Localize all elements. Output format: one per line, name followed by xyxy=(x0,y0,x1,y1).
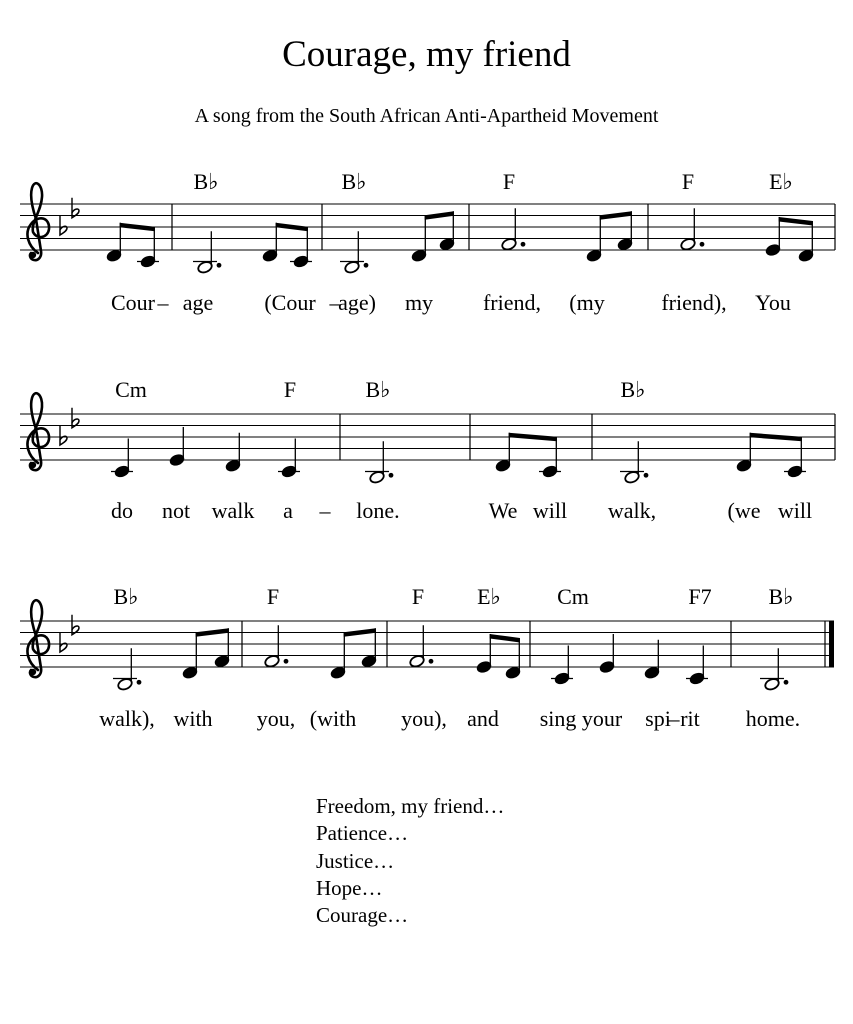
dotted-half-note xyxy=(340,231,368,274)
verse-line: Hope… xyxy=(316,875,383,900)
lyric-syllable: walk xyxy=(211,498,255,523)
music-system xyxy=(20,169,835,315)
lyric-syllable: will xyxy=(777,498,813,523)
lyric-syllable: home. xyxy=(745,706,801,731)
dotted-half-note xyxy=(501,208,526,251)
lyric-syllable: you), xyxy=(401,706,447,731)
chord-symbol xyxy=(688,584,711,609)
chord-root: F xyxy=(266,584,280,609)
dotted-half-note xyxy=(409,625,434,668)
verse-line: Patience… xyxy=(316,821,409,846)
note xyxy=(784,464,806,478)
lyric-syllable: You xyxy=(755,290,791,315)
lyric-syllable: walk), xyxy=(99,706,155,731)
chord-symbol xyxy=(477,584,501,610)
lyric-syllable: with xyxy=(173,706,213,731)
lyric-syllable: you, xyxy=(256,706,296,731)
chord-root: F xyxy=(283,377,297,402)
verse-line: Justice… xyxy=(316,848,395,873)
dotted-half-note xyxy=(264,625,289,668)
chord-symbol xyxy=(115,377,147,402)
chord-root: B xyxy=(768,584,784,609)
lyric-syllable: (my xyxy=(569,290,605,315)
note xyxy=(551,646,573,686)
note xyxy=(539,464,561,478)
chord-root: B xyxy=(193,169,209,194)
key-flat-icon xyxy=(60,215,67,235)
key-flat-icon xyxy=(60,632,67,652)
chord-root: B xyxy=(341,169,357,194)
chord-root: F xyxy=(502,169,516,194)
chord-symbol xyxy=(412,584,424,609)
song-subtitle: A song from the South African Anti-Apartheid Movement xyxy=(194,105,659,127)
key-flat-icon xyxy=(72,198,79,218)
beamed-eighth-notes xyxy=(490,634,520,671)
chord-symbol xyxy=(365,377,390,403)
music-system xyxy=(20,377,835,523)
flat-accidental: ♭ xyxy=(783,585,794,610)
key-flat-icon xyxy=(60,425,67,445)
lyric-syllable: not xyxy=(161,498,191,523)
chord-root: E xyxy=(769,169,783,194)
final-bar-line xyxy=(829,621,834,667)
beamed-eighth-notes xyxy=(750,433,802,470)
note xyxy=(686,646,708,686)
chord-symbol xyxy=(503,169,515,194)
chord-symbol xyxy=(284,377,296,402)
treble-clef-icon xyxy=(27,393,49,470)
additional-verses xyxy=(316,793,504,929)
dotted-half-note xyxy=(760,648,788,691)
music-system xyxy=(20,584,834,731)
chord-symbol xyxy=(557,584,589,609)
note xyxy=(169,427,186,467)
lyric-syllable: my xyxy=(404,290,434,315)
chord-root: F xyxy=(681,169,695,194)
treble-clef-icon xyxy=(27,183,49,260)
beamed-eighth-notes xyxy=(276,223,308,260)
lyric-hyphen: – xyxy=(668,706,680,731)
flat-accidental: ♭ xyxy=(380,378,391,403)
note xyxy=(111,439,133,479)
lyric-syllable: age) xyxy=(338,290,376,315)
lyric-hyphen: – xyxy=(319,498,331,523)
lyric-syllable: (we xyxy=(727,498,761,523)
flat-accidental: ♭ xyxy=(782,170,793,195)
dotted-half-note xyxy=(113,648,141,691)
lyric-syllable: age xyxy=(182,290,214,315)
verse-line: Freedom, my friend… xyxy=(316,794,505,818)
note xyxy=(599,634,616,674)
chord-root: F xyxy=(411,584,425,609)
lyric-syllable: Cour xyxy=(111,290,155,315)
key-flat-icon xyxy=(72,408,79,428)
flat-accidental: ♭ xyxy=(635,378,646,403)
song-title: Courage, my friend xyxy=(282,34,571,75)
dotted-half-note xyxy=(193,231,221,274)
flat-accidental: ♭ xyxy=(128,585,139,610)
dotted-half-note xyxy=(620,441,648,484)
note xyxy=(644,640,661,680)
chord-root: Cm xyxy=(115,377,147,402)
note xyxy=(278,439,300,479)
beamed-eighth-notes xyxy=(509,433,557,470)
chord-root: E xyxy=(477,584,491,609)
chord-symbol xyxy=(193,169,218,195)
verse-line: Courage… xyxy=(316,903,409,928)
flat-accidental: ♭ xyxy=(356,170,367,195)
beamed-eighth-notes xyxy=(120,223,155,260)
lyric-syllable: spi xyxy=(645,706,671,731)
treble-clef-icon xyxy=(27,600,49,677)
chord-symbol xyxy=(682,169,694,194)
lyric-syllable: will xyxy=(532,498,568,523)
chord-root: Cm xyxy=(557,584,589,609)
lyric-syllable: rit xyxy=(680,706,700,731)
chord-root: B xyxy=(113,584,129,609)
lyric-syllable: a xyxy=(283,498,293,523)
lyric-syllable: do xyxy=(111,498,133,523)
lyric-syllable: (with xyxy=(309,706,357,731)
chord-symbol xyxy=(620,377,645,403)
lyric-syllable: friend), xyxy=(661,290,727,315)
beamed-eighth-notes xyxy=(779,217,813,254)
chord-symbol xyxy=(768,584,793,610)
flat-accidental: ♭ xyxy=(208,170,219,195)
chord-symbol xyxy=(769,169,793,195)
lyric-syllable: lone. xyxy=(356,498,400,523)
lyric-syllable: and xyxy=(467,706,499,731)
chord-symbol xyxy=(267,584,279,609)
flat-accidental: ♭ xyxy=(490,585,501,610)
chord-symbol xyxy=(341,169,366,195)
lyric-syllable: We xyxy=(488,498,518,523)
key-flat-icon xyxy=(72,615,79,635)
note xyxy=(290,254,312,268)
lyric-syllable: walk, xyxy=(607,498,657,523)
lyric-syllable: (Cour xyxy=(264,290,316,315)
chord-root: B xyxy=(365,377,381,402)
note xyxy=(137,254,159,268)
dotted-half-note xyxy=(365,441,393,484)
chord-symbol xyxy=(113,584,138,610)
lyric-syllable: friend, xyxy=(482,290,542,315)
note xyxy=(225,433,242,473)
chord-root: B xyxy=(620,377,636,402)
lyric-syllable: sing your xyxy=(539,706,623,731)
lyric-hyphen: – xyxy=(157,290,169,315)
lyric-hyphen: – xyxy=(329,290,341,315)
dotted-half-note xyxy=(680,208,705,251)
chord-root: F7 xyxy=(688,584,712,609)
